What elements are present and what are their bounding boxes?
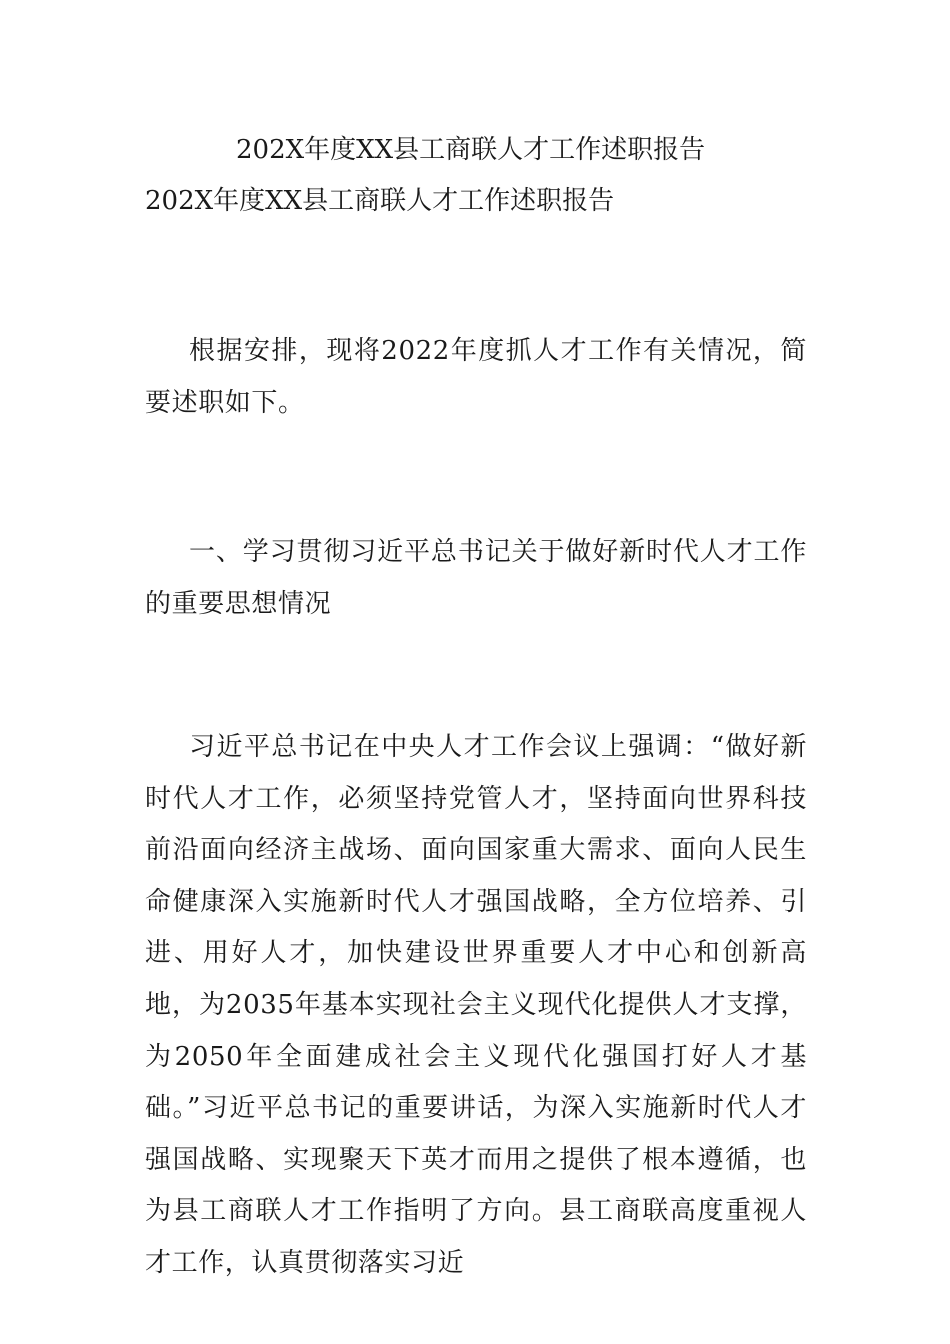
document-title: 202X年度XX县工商联人才工作述职报告: [236, 135, 706, 165]
intro-paragraph: 根据安排，现将2022年度抓人才工作有关情况，简要述职如下。: [145, 336, 807, 418]
document-subtitle: 202X年度XX县工商联人才工作述职报告: [145, 186, 615, 216]
section-one-heading: 一、学习贯彻习近平总书记关于做好新时代人才工作的重要思想情况: [145, 537, 807, 619]
body-paragraph: 习近平总书记在中央人才工作会议上强调：“做好新时代人才工作，必须坚持党管人才，坚持面向世界科技前沿面向经济主战场、面向国家重大需求、面向人民生命健康深入实施新时代人才强国战略，全方位培养、引进、用好人才，加快建设世界重要人才中心和创新高地，为2035年基本实现社会主义现代化提供人才支撑，为2050年全面建成社会主义现代化强国打好人才基础。”习近平总书记的重要讲话，为深入实施新时代人才强国战略、实现聚天下英才而用之提供了根本遵循，也为县工商联人才工作指明了方向。县工商联高度重视人才工作，认真贯彻落实习近: [145, 732, 807, 1278]
